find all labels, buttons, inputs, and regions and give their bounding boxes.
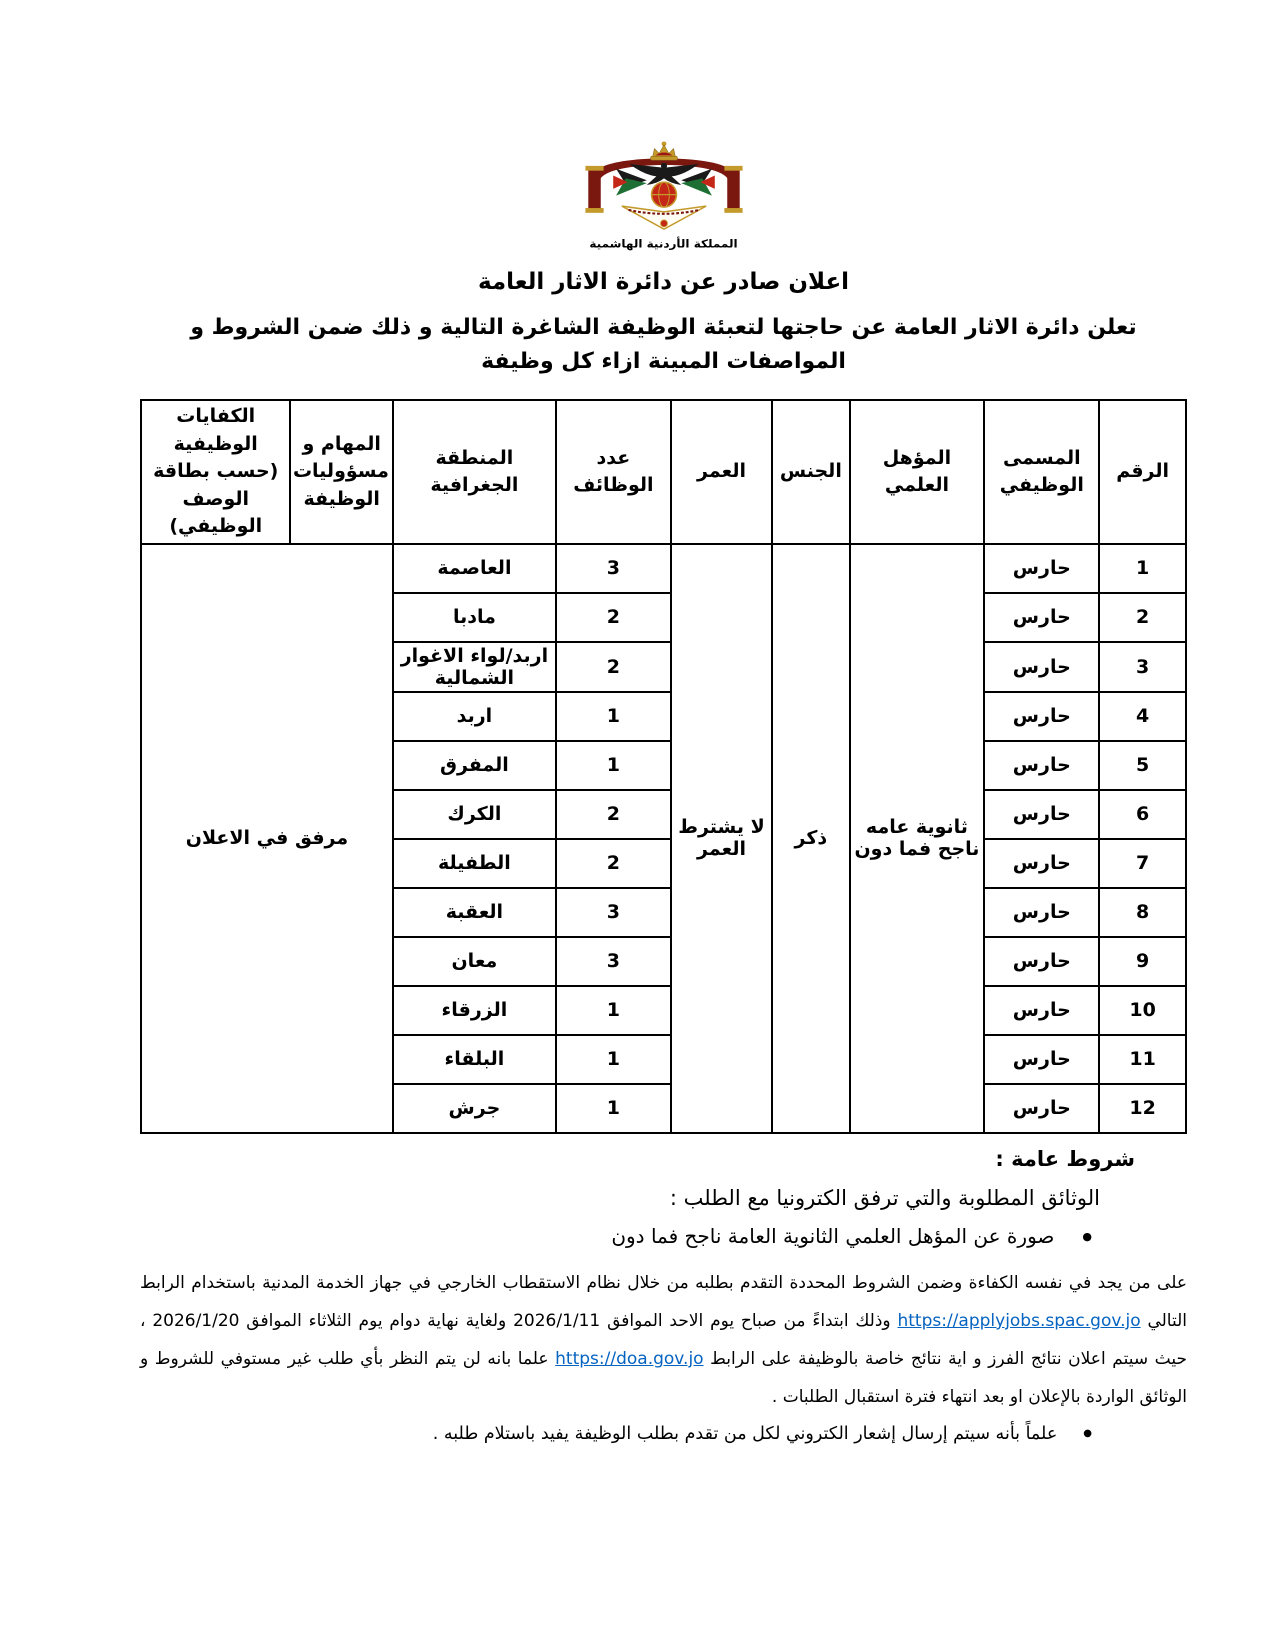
documents-required-line: الوثائق المطلوبة والتي ترفق الكترونيا مع الطلب : bbox=[669, 1185, 1100, 1210]
general-conditions-heading: شروط عامة : bbox=[995, 1146, 1135, 1171]
col-header-number: الرقم bbox=[1099, 400, 1186, 544]
job-title-cell: حارس bbox=[984, 544, 1099, 593]
row-number-cell: 9 bbox=[1099, 937, 1186, 986]
region-cell: جرش bbox=[393, 1084, 556, 1133]
job-title-cell: حارس bbox=[984, 1084, 1099, 1133]
job-title-cell: حارس bbox=[984, 692, 1099, 741]
col-header-positions-count: عدد الوظائف bbox=[556, 400, 671, 544]
tasks-competencies-cell: مرفق في الاعلان bbox=[141, 544, 393, 1133]
row-number-cell: 7 bbox=[1099, 839, 1186, 888]
col-header-region: المنطقة الجغرافية bbox=[393, 400, 556, 544]
region-cell: المفرق bbox=[393, 741, 556, 790]
region-cell: الكرك bbox=[393, 790, 556, 839]
job-title-cell: حارس bbox=[984, 888, 1099, 937]
job-title-cell: حارس bbox=[984, 741, 1099, 790]
positions-count-cell: 3 bbox=[556, 888, 671, 937]
row-number-cell: 11 bbox=[1099, 1035, 1186, 1084]
positions-count-cell: 1 bbox=[556, 1035, 671, 1084]
paragraph-text: وذلك ابتداءً من صباح يوم الاحد الموافق 2026/1/11 ولغاية نهاية دوام يوم الثلاثاء الموافق 2026/1/20 ، حيث سيتم اعلان نتائج الفرز و اية نتائج خاصة بالوظيفة على الرابط bbox=[140, 1310, 1187, 1369]
row-number-cell: 2 bbox=[1099, 593, 1186, 642]
region-cell: العاصمة bbox=[393, 544, 556, 593]
col-header-qualification: المؤهل العلمي bbox=[850, 400, 985, 544]
emblem-calligraphy: المملكة الأردنية الهاشمية bbox=[589, 237, 738, 251]
positions-count-cell: 1 bbox=[556, 986, 671, 1035]
vacancies-table bbox=[140, 399, 1187, 1134]
positions-count-cell: 2 bbox=[556, 642, 671, 692]
region-cell: الزرقاء bbox=[393, 986, 556, 1035]
job-title-cell: حارس bbox=[984, 1035, 1099, 1084]
row-number-cell: 8 bbox=[1099, 888, 1186, 937]
region-cell: مادبا bbox=[393, 593, 556, 642]
row-number-cell: 4 bbox=[1099, 692, 1186, 741]
applyjobs-spac-link[interactable]: https://applyjobs.spac.gov.jo bbox=[897, 1310, 1141, 1331]
row-number-cell: 5 bbox=[1099, 741, 1186, 790]
row-number-cell: 10 bbox=[1099, 986, 1186, 1035]
col-header-job-title: المسمى الوظيفي bbox=[984, 400, 1099, 544]
row-number-cell: 1 bbox=[1099, 544, 1186, 593]
qualification-cell: ثانوية عامه ناجح فما دون bbox=[850, 544, 985, 1133]
job-title-cell: حارس bbox=[984, 593, 1099, 642]
col-header-tasks: المهام و مسؤوليات الوظيفة bbox=[290, 400, 392, 544]
positions-count-cell: 1 bbox=[556, 741, 671, 790]
table-header-row bbox=[141, 400, 1186, 544]
paragraph-text: على من يجد في نفسه الكفاءة وضمن الشروط المحددة التقدم بطلبه من خلال نظام الاستقطاب الخارجي في جهاز الخدمة المدنية باستخدام الرابط التالي bbox=[140, 1272, 1188, 1331]
job-title-cell: حارس bbox=[984, 642, 1099, 692]
region-cell: الطفيلة bbox=[393, 839, 556, 888]
region-cell: العقبة bbox=[393, 888, 556, 937]
table-row bbox=[141, 544, 1186, 593]
jordan-coat-of-arms-logo bbox=[140, 140, 1187, 251]
region-cell: اربد/لواء الاغوار الشمالية bbox=[393, 642, 556, 692]
row-number-cell: 12 bbox=[1099, 1084, 1186, 1133]
job-title-cell: حارس bbox=[984, 839, 1099, 888]
row-number-cell: 3 bbox=[1099, 642, 1186, 692]
positions-count-cell: 1 bbox=[556, 1084, 671, 1133]
notes-bullet-list bbox=[140, 1424, 1092, 1444]
region-cell: معان bbox=[393, 937, 556, 986]
application-instructions-paragraph bbox=[140, 1264, 1187, 1416]
gender-cell: ذكر bbox=[772, 544, 849, 1133]
region-cell: اربد bbox=[393, 692, 556, 741]
job-title-cell: حارس bbox=[984, 790, 1099, 839]
positions-count-cell: 1 bbox=[556, 692, 671, 741]
notification-bullet-item: ● علماً بأنه سيتم إرسال إشعار الكتروني لكل من تقدم بطلب الوظيفة يفيد باستلام طلبه . bbox=[140, 1424, 1092, 1444]
col-header-age: العمر bbox=[671, 400, 772, 544]
jordan-coat-of-arms-icon bbox=[568, 140, 760, 232]
doa-link[interactable]: https://doa.gov.jo bbox=[555, 1348, 704, 1369]
col-header-gender: الجنس bbox=[772, 400, 849, 544]
documents-bullet-list bbox=[140, 1224, 1092, 1248]
positions-count-cell: 2 bbox=[556, 839, 671, 888]
positions-count-cell: 2 bbox=[556, 790, 671, 839]
paragraph-text: علما بانه لن يتم النظر بأي طلب غير مستوفي للشروط و الوثائق الواردة بالإعلان او بعد انتهاء فترة استقبال الطلبات . bbox=[140, 1348, 1187, 1407]
positions-count-cell: 3 bbox=[556, 937, 671, 986]
region-cell: البلقاء bbox=[393, 1035, 556, 1084]
age-cell: لا يشترط العمر bbox=[671, 544, 772, 1133]
positions-count-cell: 3 bbox=[556, 544, 671, 593]
col-header-competencies: الكفايات الوظيفية (حسب بطاقة الوصف الوظيفي) bbox=[141, 400, 290, 544]
announcement-subtitle: تعلن دائرة الاثار العامة عن حاجتها لتعبئة الوظيفة الشاغرة التالية و ذلك ضمن الشروط و المواصفات المبينة ازاء كل وظيفة bbox=[190, 315, 1137, 375]
job-title-cell: حارس bbox=[984, 986, 1099, 1035]
positions-count-cell: 2 bbox=[556, 593, 671, 642]
document-bullet-item: ● صورة عن المؤهل العلمي الثانوية العامة ناجح فما دون bbox=[140, 1224, 1092, 1248]
announcement-title: اعلان صادر عن دائرة الاثار العامة bbox=[477, 269, 850, 295]
job-title-cell: حارس bbox=[984, 937, 1099, 986]
row-number-cell: 6 bbox=[1099, 790, 1186, 839]
